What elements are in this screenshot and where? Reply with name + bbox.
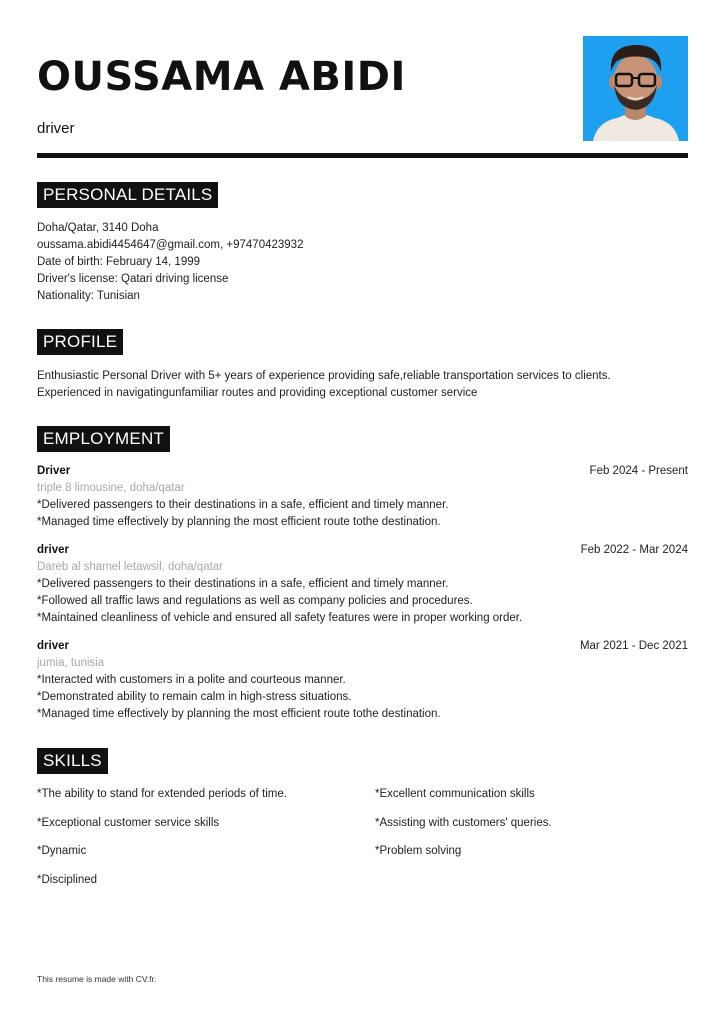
employment-company: triple 8 limousine, doha/qatar bbox=[37, 482, 185, 494]
personal-details-list bbox=[37, 220, 303, 305]
employment-bullet: *Interacted with customers in a polite and courteous manner. bbox=[37, 674, 346, 686]
skill-item: *Disciplined bbox=[37, 874, 98, 886]
employment-entry bbox=[37, 542, 688, 627]
employment-dates: Feb 2024 - Present bbox=[589, 465, 688, 477]
nationality: Nationality: Tunisian bbox=[37, 290, 140, 302]
skill-item: *The ability to stand for extended periods of time. bbox=[37, 788, 287, 800]
employment-company: Dareb al shamel letawsil, doha/qatar bbox=[37, 561, 224, 573]
employment-bullet: *Delivered passengers to their destinations in a safe, efficient and timely manner. bbox=[37, 499, 449, 511]
header-divider bbox=[37, 153, 688, 158]
employment-dates: Mar 2021 - Dec 2021 bbox=[579, 640, 688, 652]
employment-entry bbox=[37, 463, 688, 531]
employment-title: Driver bbox=[37, 465, 71, 477]
date-of-birth: Date of birth: February 14, 1999 bbox=[37, 256, 201, 268]
section-title-profile: PROFILE bbox=[37, 329, 123, 355]
candidate-name: OUSSAMA ABIDI bbox=[37, 54, 406, 100]
employment-bullet: *Managed time effectively by planning the most efficient route tothe destination. bbox=[37, 708, 441, 720]
section-title-skills: SKILLS bbox=[37, 748, 108, 774]
employment-bullet: *Followed all traffic laws and regulations as well as company policies and procedures. bbox=[37, 595, 473, 607]
contact-info: oussama.abidi4454647@gmail.com, +97470423932 bbox=[37, 239, 304, 251]
employment-entry bbox=[37, 638, 688, 723]
footer-note: This resume is made with CV.fr. bbox=[37, 974, 157, 984]
skill-item: *Assisting with customers' queries. bbox=[375, 817, 552, 829]
skill-item: *Excellent communication skills bbox=[375, 788, 535, 800]
profile-summary: Enthusiastic Personal Driver with 5+ years of experience providing safe,reliable transportation services to clients. Experienced in navigatingunfamiliar routes and providing exceptional customer service bbox=[37, 370, 611, 399]
employment-bullet: *Managed time effectively by planning the most efficient route tothe destination. bbox=[37, 516, 441, 528]
employment-company: jumia, tunisia bbox=[37, 657, 105, 669]
profile-photo bbox=[583, 36, 688, 141]
employment-bullet: *Delivered passengers to their destinations in a safe, efficient and timely manner. bbox=[37, 578, 449, 590]
section-title-personal-details: PERSONAL DETAILS bbox=[37, 182, 218, 208]
section-title-employment: EMPLOYMENT bbox=[37, 426, 170, 452]
skill-item: *Problem solving bbox=[375, 845, 462, 857]
job-title: driver bbox=[37, 120, 75, 137]
skill-item: *Exceptional customer service skills bbox=[37, 817, 220, 829]
employment-title: driver bbox=[37, 640, 69, 652]
employment-bullet: *Maintained cleanliness of vehicle and ensured all safety features were in proper working order. bbox=[37, 612, 523, 624]
address: Doha/Qatar, 3140 Doha bbox=[37, 222, 159, 234]
employment-dates: Feb 2022 - Mar 2024 bbox=[580, 544, 688, 556]
skill-item: *Dynamic bbox=[37, 845, 87, 857]
drivers-license: Driver's license: Qatari driving license bbox=[37, 273, 229, 285]
employment-bullet: *Demonstrated ability to remain calm in high-stress situations. bbox=[37, 691, 352, 703]
employment-title: driver bbox=[37, 544, 69, 556]
